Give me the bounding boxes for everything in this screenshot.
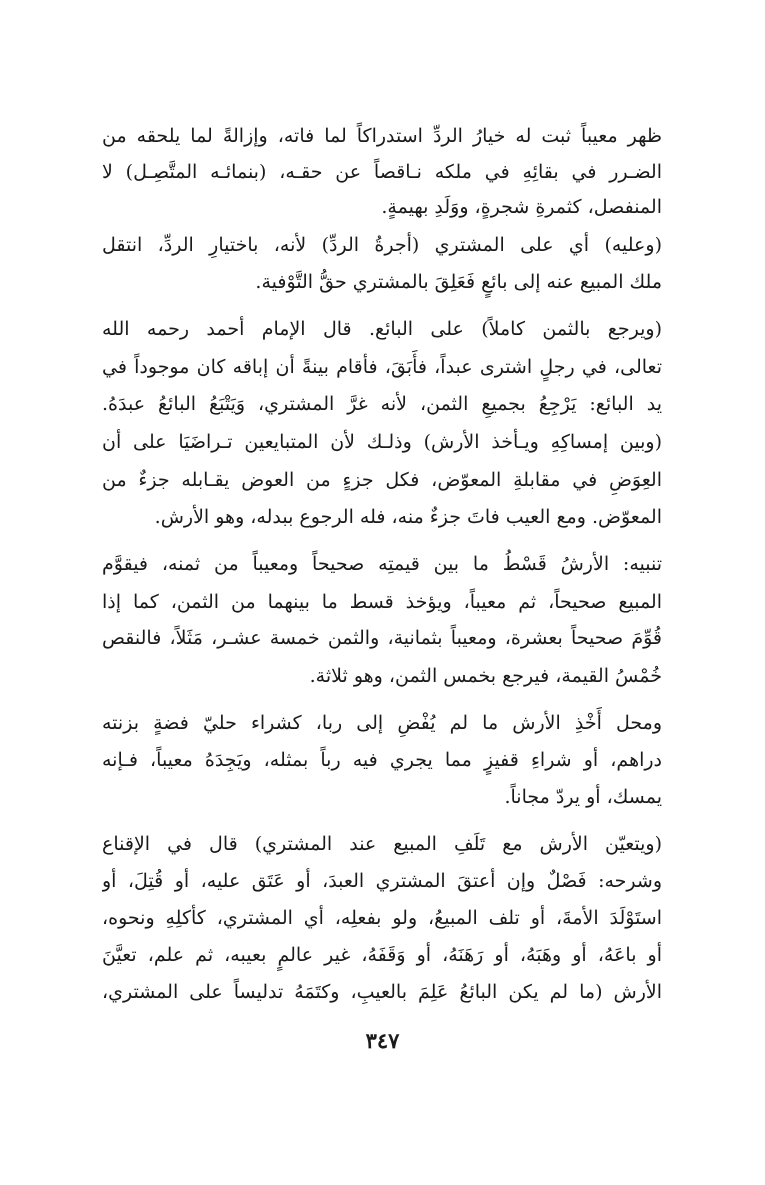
text-line: يمسك، أو يردّ مجاناً. xyxy=(504,786,662,808)
text-line: العِوَضِ في مقابلةِ المعوّض، فكل جزءٍ من العوض يقـابله جزءٌ من xyxy=(102,469,662,491)
text-line: (ويتعيّن الأرش مع تَلَفِ المبيع عند المشتري) قال في الإقناع xyxy=(102,833,662,855)
text-line: (وعليه) أي على المشتري (أجرةُ الردِّ) لأنه، باختيارِ الردِّ، انتقل xyxy=(102,234,662,256)
text-line: خُمْسُ القيمة، فيرجع بخمس الثمن، وهو ثلاثة. xyxy=(309,665,662,687)
text-line: وشرحه: فَصْلٌ وإن أعتقَ المشتري العبدَ، أو عَتَق عليه، أو قُتِلَ، أو xyxy=(102,870,662,892)
text-line: ملك المبيع عنه إلى بائعٍ فَعَلِقَ بالمشتري حقُّ التَّوْفية. xyxy=(255,271,662,293)
text-line: المنفصل، كثمرةِ شجرةٍ، ووَلَدِ بهيمةٍ. xyxy=(381,196,662,218)
text-line: الأرش (ما لم يكن البائعُ عَلِمَ بالعيبِ، وكتَمَهُ تدليساً على المشتري، xyxy=(102,981,662,1003)
text-line: المعوّض. ومع العيب فاتَ جزءٌ منه، فله الرجوع ببدله، وهو الأرش. xyxy=(154,506,662,528)
page-number: ٣٤٧ xyxy=(365,1028,400,1053)
text-line: تعالى، في رجلٍ اشترى عبداً، فأَبَقَ، فأقام بينةً أن إباقه كان موجوداً في xyxy=(102,356,662,378)
text-line: دراهم، أو شراءِ قفيزٍ مما يجري فيه رباً بمثله، ويَجِدَهُ معيباً، فـإنه xyxy=(102,749,662,771)
text-line: الضـرر في بقائِهِ في ملكه نـاقصاً عن حقـه، (بنمائـه المتَّصِـل) لا xyxy=(102,161,662,183)
text-line: المبيع صحيحاً، ثم معيباً، ويؤخذ قسط ما بينهما من الثمن، كما إذا xyxy=(102,591,662,613)
text-line: ومحل أَخْذِ الأرش ما لم يُفْضِ إلى ربا، كشراء حليّ فضةٍ بزنته xyxy=(102,712,662,734)
text-line: (وبين إمساكِهِ ويـأخذ الأرش) وذلـك لأن المتبايعين تـراضَيَا على أن xyxy=(102,431,662,453)
text-line: (ويرجع بالثمن كاملاً) على البائع. قال الإمام أحمد رحمه الله xyxy=(102,318,662,340)
text-line: استَوْلَدَ الأمةَ، أو تلف المبيعُ، ولو بفعلِه، أي المشتري، كأكلِهِ ونحوه، xyxy=(102,907,662,929)
text-line: تنبيه: الأرشُ قَسْطُ ما بين قيمتِه صحيحاً ومعيباً من ثمنه، فيقوَّم xyxy=(102,553,662,575)
text-line: يد البائع: يَرْجِعُ بجميعِ الثمن، لأنه غرَّ المشتري، وَيَتْبَعُ البائعُ عبدَهُ. xyxy=(102,393,662,415)
text-line: قُوِّمَ صحيحاً بعشرة، ومعيباً بثمانية، والثمن خمسة عشـر، مَثَلاً، فالنقص xyxy=(102,627,662,649)
text-line: ظهر معيباً ثبت له خيارُ الردِّ استدراكاً لما فاته، وإزالةً لما يلحقه من xyxy=(102,125,662,147)
text-line: أو باعَهُ، أو وهَبَهُ، أو رَهَنَهُ، أو وَقَفَهُ، غير عالمٍ بعيبه، ثم علم، تعيَّنَ xyxy=(102,944,662,966)
